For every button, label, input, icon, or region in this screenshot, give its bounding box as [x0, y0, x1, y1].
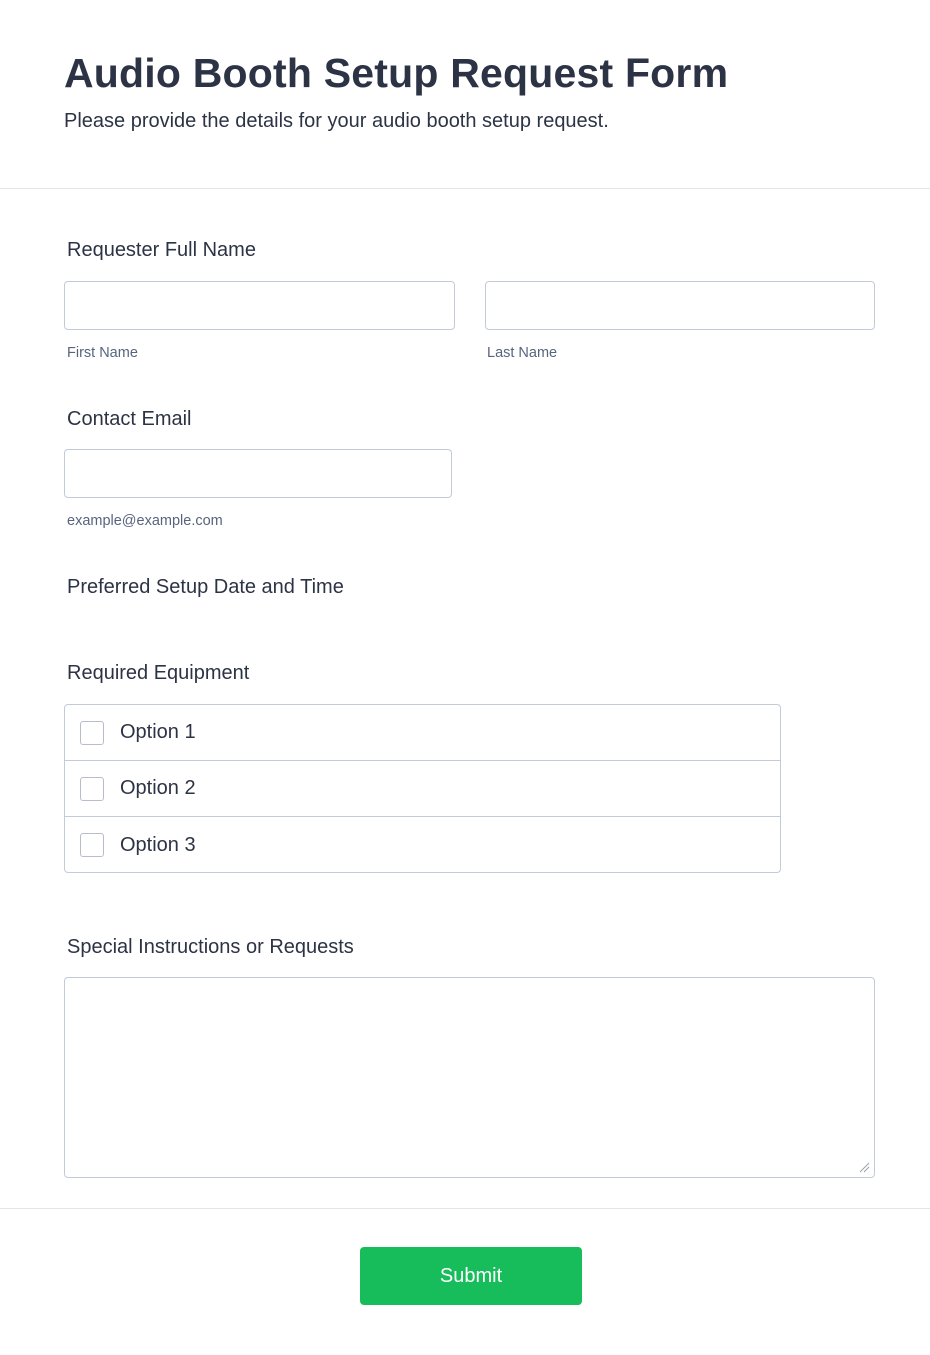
first-name-input[interactable]: [64, 281, 455, 330]
checkbox-icon[interactable]: [80, 721, 104, 745]
form-title: Audio Booth Setup Request Form: [64, 50, 729, 96]
checkbox-icon[interactable]: [80, 777, 104, 801]
resize-grip-icon[interactable]: [858, 1161, 870, 1173]
equipment-option-3[interactable]: [65, 817, 780, 873]
first-name-sublabel: First Name: [67, 345, 138, 361]
email-field[interactable]: [64, 449, 452, 498]
equipment-option-2[interactable]: [65, 761, 780, 817]
special-instructions-label: Special Instructions or Requests: [67, 936, 354, 958]
form-header: [0, 0, 930, 189]
requester-name-label: Requester Full Name: [67, 239, 256, 261]
setup-date-label: Preferred Setup Date and Time: [67, 576, 344, 598]
option-label: Option 2: [120, 777, 196, 799]
email-sublabel: example@example.com: [67, 513, 223, 529]
option-label: Option 3: [120, 833, 196, 856]
footer-divider: [0, 1208, 930, 1209]
required-equipment-label: Required Equipment: [67, 662, 250, 684]
submit-button[interactable]: Submit: [360, 1247, 582, 1305]
last-name-input[interactable]: [485, 281, 875, 330]
option-label: Option 1: [120, 721, 196, 743]
last-name-sublabel: Last Name: [487, 345, 558, 361]
form-subtitle: Please provide the details for your audio booth setup request.: [64, 110, 609, 132]
equipment-option-1[interactable]: [65, 705, 780, 761]
special-instructions-textarea[interactable]: [64, 977, 875, 1178]
checkbox-icon[interactable]: [80, 833, 104, 857]
equipment-checklist: [64, 704, 781, 873]
contact-email-label: Contact Email: [67, 408, 192, 430]
